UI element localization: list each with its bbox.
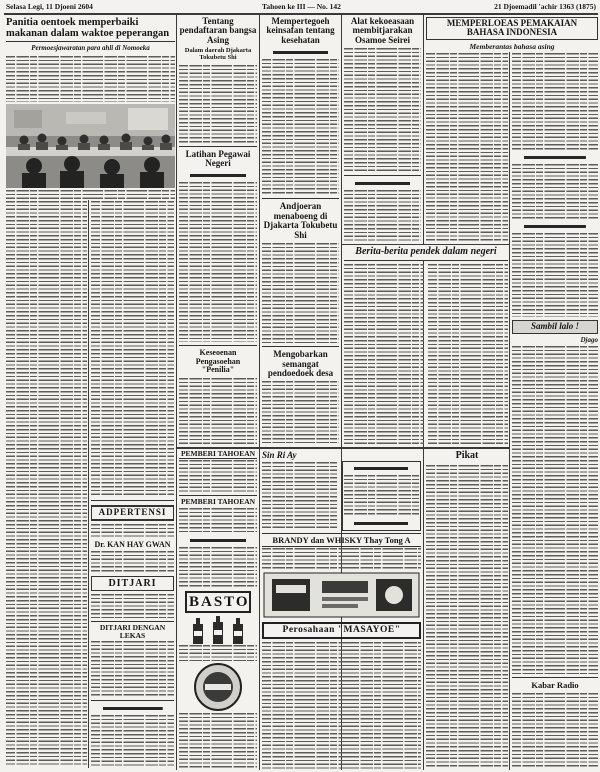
ad-wanted [91,576,174,591]
body-text [179,65,257,143]
article-divider [262,346,339,347]
body-text [512,693,598,769]
ad-body-text [262,462,338,530]
short-news-columns [344,263,508,446]
ad-body-text [179,713,257,770]
photo-caption [6,190,175,199]
body-text [262,59,339,195]
section-short-news [344,246,508,445]
ad-brandy-heading: BRANDY dan WHISKY Thay Tong A [262,536,421,547]
section-pikat [426,450,508,770]
column-rule [509,52,510,770]
ad-body-text [91,715,174,767]
headline: Keseoenan Pengasoehan "Penilia" [195,348,241,375]
headline: Andjoeran menaboeng di Djakarta Tokubetu Shi [263,201,338,240]
masthead-date: Selasa Legi, 11 Djoeni 2604 [6,2,93,11]
ad-body-text [262,642,421,769]
subheadline: Memberantas bahasa asing [469,41,555,51]
headline: Mempertegoeh keinsafan tentang kesehatan [266,16,335,45]
subheading-mark [512,222,598,231]
ad-cinema-box [342,461,422,531]
ad-heading: ADPERTENSI [98,507,167,517]
column-4 [344,16,421,242]
column-rule [176,15,177,770]
article-divider [512,677,598,678]
article-divider [262,198,339,199]
masthead-issue: Tahoen ke III — No. 142 [262,2,341,11]
ad-cigarette-illustration [262,571,421,619]
article-divider [179,345,257,346]
section-rule [342,244,509,245]
article-divider [91,500,174,501]
ad-heading: DITJARI [108,577,157,589]
body-text [6,56,175,102]
ad-sin-ri-ay: Sin Ri Ay [262,450,297,460]
ad-divider [179,495,257,496]
subheading-mark [179,536,257,545]
body-text [426,465,508,770]
ad-body-text [91,551,174,573]
ad-bottle-illustration [179,616,257,644]
subheading-mark [91,704,174,713]
body-text [344,190,421,241]
ads-column-2 [179,450,257,770]
subheadline: Permoesjawaratan para ahli di Nomoeka [31,44,150,53]
article-food-committee [6,16,175,200]
article-divider [179,146,257,147]
masthead-rule [4,13,598,15]
article-indonesian-language-body [426,52,508,242]
ad-row [262,461,421,531]
article-continuation [6,200,87,768]
headline: Latihan Pegawai Negeri [185,148,251,169]
body-text [262,381,339,445]
body-text [344,264,424,445]
subheading-mark [344,464,420,473]
column-author: Djago [580,335,598,344]
body-text [262,243,339,343]
section-heading: Berita-berita pendek dalam negeri [344,247,508,261]
column-title: Sambil lalo ! [530,321,579,331]
column-rule [423,15,424,244]
column-rule [259,15,260,770]
article-indonesian-language-header [426,16,598,51]
subheading-mark [344,179,421,188]
ad-body-text [179,645,257,661]
ad-divider [91,621,174,622]
headline: MEMPERLOEAS PEMAKAIAN BAHASA INDONESIA [426,17,598,40]
section-heading: Pikat [455,450,479,461]
column-1b [91,200,174,768]
body-text [512,53,598,151]
ad-adpertensi [91,505,174,521]
column-right [512,52,598,770]
ad-body-text [179,547,257,587]
ad-company-name: Perosahaan "MASAYOE" [282,625,401,636]
ad-divider [262,533,421,534]
body-text [91,201,174,497]
ad-divider [91,700,174,701]
headline: Kabar Radio [531,679,579,690]
masthead-hijri-date: 21 Djoemadil 'achir 1363 (1875) [494,2,596,11]
subheading-mark [344,519,420,528]
headline: Panitia oentoek memperbaiki makanan dalam waktoe peperangan [6,17,175,42]
body-text [6,201,87,767]
ads-column-3-4 [262,450,421,770]
subheadline: Dalam daerah Djakarta Tokubetu Shi [184,47,252,62]
column-title-box [512,320,598,334]
headline: Tentang pendaftaran bangsa Asing [179,16,257,45]
column-2 [179,16,257,446]
column-rule [88,200,89,768]
subheading-mark [262,48,339,57]
body-text [344,48,421,172]
ad-body-text [179,460,257,492]
ad-wanted-urgent: DITJARI DENGAN LEKAS [99,622,166,640]
body-text [426,53,508,241]
ad-body-text [262,548,421,570]
body-text [512,164,598,220]
advertisement-section-rule [177,447,509,449]
photo-meeting-scene [6,104,175,188]
ad-body-text [91,524,174,538]
ad-masayoe [262,622,421,638]
ad-body-text [91,641,174,697]
news-photo [6,104,175,188]
ad-basto [185,591,251,613]
ad-notice-heading: PEMBERI TAHOEAN [180,450,256,458]
headline: Mengobarkan semangat pendoedoek desa [267,349,334,378]
body-text [512,233,598,317]
ad-body-text [91,594,174,618]
body-text [428,264,508,445]
ad-brand-name: BASTO [189,593,250,610]
body-text [512,346,598,674]
body-text [179,378,257,445]
subheading-mark [179,171,257,180]
subheading-mark [512,153,598,162]
ad-round-emblem [179,662,257,712]
ad-doctor-name: Dr. KAN HAY GWAN [94,539,171,549]
article-divider [344,175,421,176]
headline: Alat kekoeasaan membitjarakan Osamoe Seirei [350,16,415,45]
ad-body-text [344,475,420,517]
body-text [179,182,257,342]
ad-notice-heading: PEMBERI TAHOEAN [180,497,256,507]
column-3 [262,16,339,446]
ad-body-text [179,508,257,534]
